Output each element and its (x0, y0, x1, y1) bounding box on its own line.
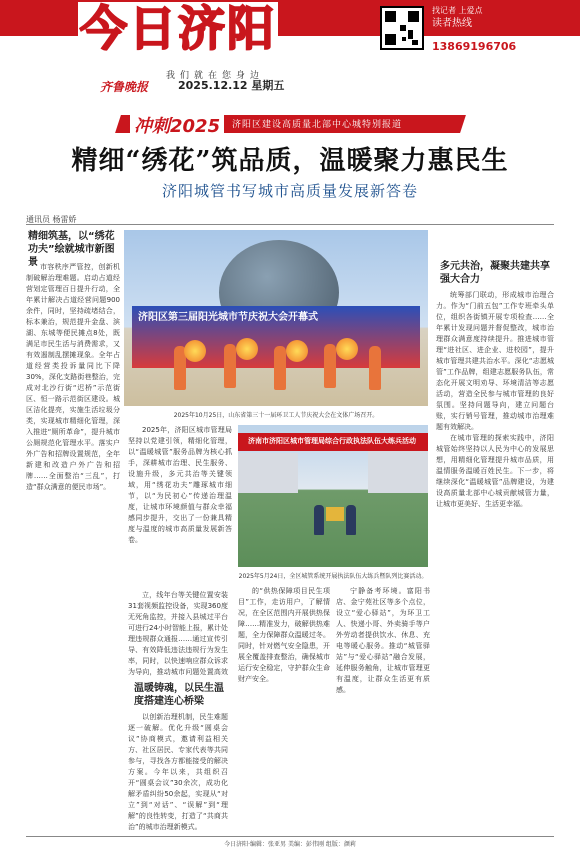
reporter-hotline-box (432, 4, 532, 30)
stage-banner-text: 济阳区第三届阳光城市节庆祝大会开幕式 (138, 312, 318, 323)
award-plaque (326, 507, 344, 521)
bottom-column-3-text: 的“供热保障项目民生项目”工作，走访用户，了解情况，在全区范围内开展供热保障……精准发力，破解供热难题，全力保障群众温暖过冬。同时，针对燃气安全隐患，开展全覆盖排查整治，确保城市运行安全稳定，守护群众生命财产安全。 (238, 587, 330, 683)
qr-code-icon[interactable] (380, 6, 424, 50)
middle-column-text: 2025年，济阳区城市管理局坚持以党建引领，精细化管理，以“温暖城管”服务品牌为核心抓手，深耕城市治理、民生服务、设施升级，多元共治等关键领域，用“绣花功夫”雕琢城市细节，以“为民初心”传递治理温度，让城市环境颜值与群众幸福感同步提升，交出了一份兼具精度与温度的城市高质量发展新答卷。 (128, 426, 232, 544)
byline: 通讯员 杨雷娇 (26, 215, 77, 224)
masthead (0, 0, 580, 94)
bottom-column-2-text: 以创新治理机制，民生难题逐一破解。优化升级“圆桌会议”协商模式，邀请利益相关方、社区居民、专家代表等共同参与，寻找各方都能接受的解决方案。今年以来，共组织召开“圆桌会议”30余次，成功化解矛盾纠纷50余起，实现从“对立”到“对话”、“误解”到“理解”的良性转变，打造了“共商共治”的城市治理新模式。 (128, 713, 228, 831)
banner-title: 冲刺2025 (130, 112, 224, 138)
banner-subtitle: 济阳区建设高质量北部中心城特别报道 (232, 120, 403, 130)
performer (224, 344, 236, 388)
fan-prop (236, 338, 258, 360)
slogan: 我们就在您身边 (166, 71, 265, 81)
bottom-column-1-text: 立，线年台等关键位置安装31套视频监控设备，实现360度无死角监控，并接入县城过平台可进行24小时智能上报，累计处理违规群众通报……通过宣传引导、有效降低违法违规行为发生率，同时，以快速响应群众诉求为导向，推动城市问题处置高效 (128, 591, 228, 676)
bottom-column-2 (128, 712, 228, 832)
right-column-top (436, 230, 554, 256)
page-footer: 今日济阳·编辑：张亚男 美编：彭伟刚 组版：颜莉 (224, 841, 356, 848)
photo-training-ceremony (238, 425, 428, 567)
bottom-column-4-text: 宁静备考环境。富阳书店、金宁苑社区等多个点位，设立“爱心驿站”，为环卫工人、快递小哥、外卖骑手等户外劳动者提供饮水、休息、充电等暖心服务。推动“城管驿站”与“爱心驿站”融合发展，延伸服务触角，让城市管理更有温度，让群众生活更有质感。 (336, 587, 430, 694)
left-column-text: 市容秩序严管控，创新机制破解治理难题。启动占道经营划定管理百日提升行动，全年累计解决占道经营问题900余件，同时，坚持疏堵结合，标本兼治，规范提升金盘、滨湖、东城等便民摊点8处，既满足市民生活与消费需求，又有效遏制乱摆摊现象。全年占道经营类投诉量同比下降30%，深化支路街巷整治，完成对北沙行街“迟桥”示范街区、恒一路示范街区建设。城区洁化提亮，实施生活垃圾分类，实现城市精细化管理，深入推进“厕所革命”，提升城市公厕规范化管理水平。落实户外广告和招牌设置规范，全年新建和改造户外广告和招牌……全面整治“三乱”，打造“群众满意的便民市场”。 (26, 263, 120, 491)
section-title-1: 精细筑基，以“绣花功夫”绘就城市新图景 (28, 231, 115, 268)
performer (369, 346, 381, 390)
brand-name: 齐鲁晚报 (100, 80, 149, 94)
photo-stage-performance (124, 230, 428, 406)
left-column (26, 262, 120, 827)
photo2-caption: 2025年5月24日，全区城管系统开展执法队伍大练兵暨队列比赛活动。 (238, 573, 428, 580)
find-reporter-label: 找记者 上爱点 (432, 6, 483, 15)
performer (324, 344, 336, 388)
right-column (436, 290, 554, 830)
fan-prop (336, 338, 358, 360)
person (346, 505, 356, 535)
fan-prop (184, 340, 206, 362)
subheadline: 济阳城管书写城市高质量发展新答卷 (161, 182, 418, 200)
bottom-column-3 (238, 586, 330, 830)
divider (26, 224, 554, 225)
bottom-column-1 (128, 590, 228, 678)
building (238, 453, 298, 493)
performers-group (164, 340, 394, 392)
performer (274, 346, 286, 390)
fan-prop (286, 340, 308, 362)
headline: 精细“绣花”筑品质，温暖聚力惠民生 (71, 146, 509, 176)
photo2-banner-text: 济南市济阳区城市管理局综合行政执法队伍大练兵活动 (248, 437, 416, 445)
photo1-caption: 2025年10月25日，山东省第三十一届环卫工人节庆祝大会在文体广场召开。 (173, 412, 379, 419)
footer-divider (26, 836, 554, 837)
section-title-2: 多元共治，凝聚共建共享强大合力 (440, 261, 550, 285)
right-column-text: 统筹部门联动，形成城市治理合力。作为“门前五包”工作专班牵头单位，组织各街镇开展专项检查……全年累计发现问题并督促整改，城市治理群众满意度持续提升。推进城市管理“进社区、进企业、进校园”，提升城市管理共建共治水平。深化“志愿城管”工作品牌，组建志愿服务队伍，常态化开展文明劝导、环境清洁等志愿活动，营造全民参与城市管理的良好氛围。坚持问题导向，建立问题台账，实行销号管理，推动城市治理难题有效解决。 (436, 291, 554, 431)
right-column-closing-text: 在城市管理的探索实践中，济阳城管始终坚持以人民为中心的发展思想，用精细化管理提升城市品质，用温情服务温暖百姓民生。下一步，将继续深化“温暖城管”品牌建设，为建设高质量北部中心城贡献城管力量，让城市更美好、生活更幸福。 (436, 434, 554, 508)
hotline-label: 读者热线 (432, 18, 472, 29)
bottom-column-4 (336, 586, 430, 830)
newspaper-logo: 今日济阳 (80, 2, 276, 57)
person (314, 505, 324, 535)
section-title-3: 温暖铸魂，以民生温度搭建连心桥梁 (134, 683, 224, 707)
hotline-phone: 13869196706 (432, 40, 517, 53)
issue-date: 2025.12.12 星期五 (178, 79, 285, 92)
building (368, 447, 428, 493)
